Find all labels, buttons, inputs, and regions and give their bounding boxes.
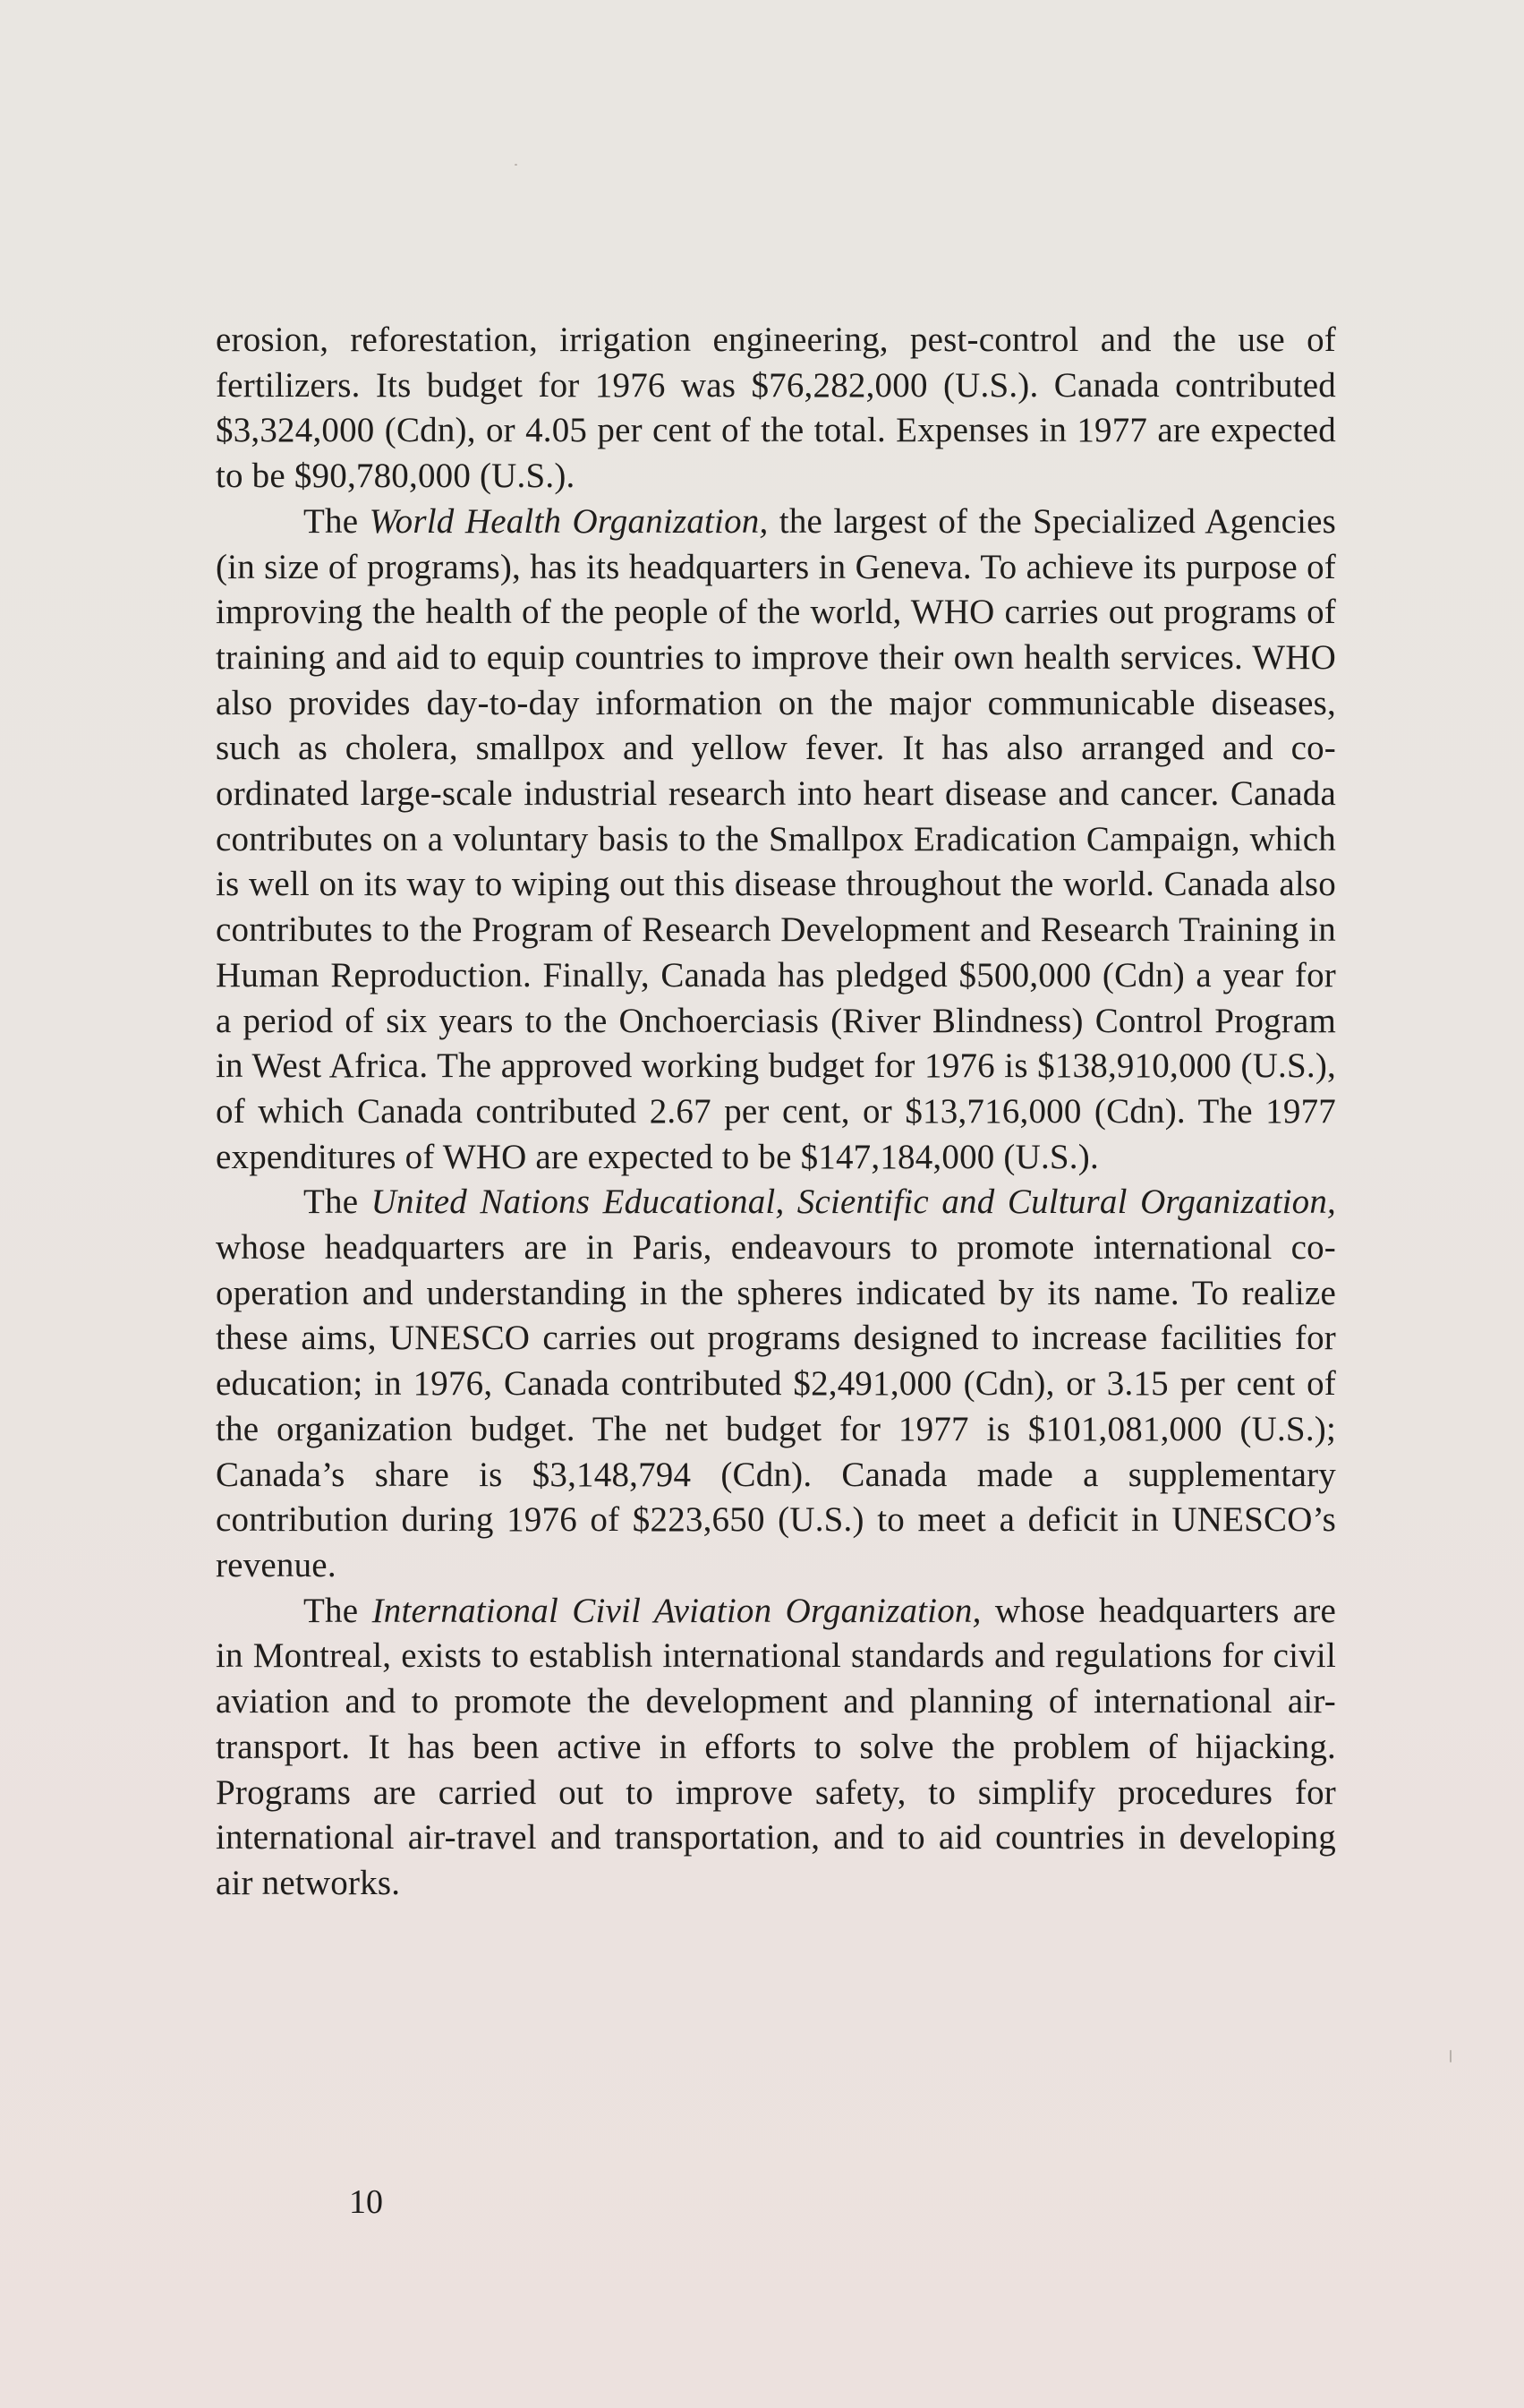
paper-speck	[515, 164, 517, 166]
paper-speck	[1450, 2050, 1452, 2062]
paragraph-text: the largest of the Specialized Agencies (in size of programs), has its headquarters in Geneva. To achieve its purpose of improving the health of the people of the world, WHO carries out programs of training and aid to equip countries to improve their own health services. WHO also provides day-to-day information on the major communicable diseases, such as cholera, smallpox and yellow fever. It has also arranged and co-ordinated large-scale industrial research into heart disease and cancer. Canada contributes on a voluntary basis to the Smallpox Eradication Campaign, which is well on its way to wiping out this disease throughout the world. Canada also contributes to the Program of Research Development and Research Training in Human Reproduction. Finally, Canada has pledged $500,000 (Cdn) a year for a period of six years to the Onchoerciasis (River Blindness) Control Program in West Africa. The approved working budget for 1976 is $138,910,000 (U.S.), of which Canada contributed 2.67 per cent, or $13,716,000 (Cdn). The 1977 expenditures of WHO are expected to be $147,184,000 (U.S.).	[216, 501, 1337, 1176]
paragraph-lead: The	[303, 1183, 371, 1222]
paragraph-who	[216, 500, 1336, 1181]
paragraph-text: whose headquarters are in Montreal, exists to establish international standards and regulations for civil aviation and to promote the development and planning of international air-transport. It has been active in efforts to solve the problem of hijacking. Programs are carried out to improve safety, to simplify procedures for international air-travel and transportation, and to aid countries in developing air networks.	[216, 1591, 1337, 1902]
paragraph-fao-continued	[216, 318, 1336, 500]
body-text	[216, 318, 1336, 1907]
paragraph-lead: The	[303, 1591, 372, 1630]
paragraph-text: whose headquarters are in Paris, endeavours to promote international co-operation and understanding in the spheres indicated by its name. To realize these aims, UNESCO carries out programs designed to increase facilities for education; in 1976, Canada contributed $2,491,000 (Cdn), or 3.15 per cent of the organization budget. The net budget for 1977 is $101,081,000 (U.S.); Canada’s share is $3,148,794 (Cdn). Canada made a supplementary contribution during 1976 of $223,650 (U.S.) to meet a deficit in UNESCO’s revenue.	[216, 1228, 1336, 1584]
paragraph-icao	[216, 1589, 1336, 1907]
organization-title: United Nations Educational, Scientific and Cultural Organization,	[370, 1183, 1336, 1222]
paragraph-unesco	[216, 1180, 1336, 1588]
organization-title: International Civil Aviation Organization,	[371, 1591, 982, 1630]
paragraph-lead: The	[303, 501, 370, 541]
paragraph-text: erosion, reforestation, irrigation engineering, pest-control and the use of fertilizers. Its budget for 1976 was $76,282,000 (U.S.). Canada contributed $3,324,000 (Cdn), or 4.05 per cent of the total. Expenses in 1977 are expected to be $90,780,000 (U.S.).	[216, 320, 1336, 496]
page-number: 10	[349, 2183, 383, 2221]
organization-title: World Health Organization,	[369, 501, 769, 541]
